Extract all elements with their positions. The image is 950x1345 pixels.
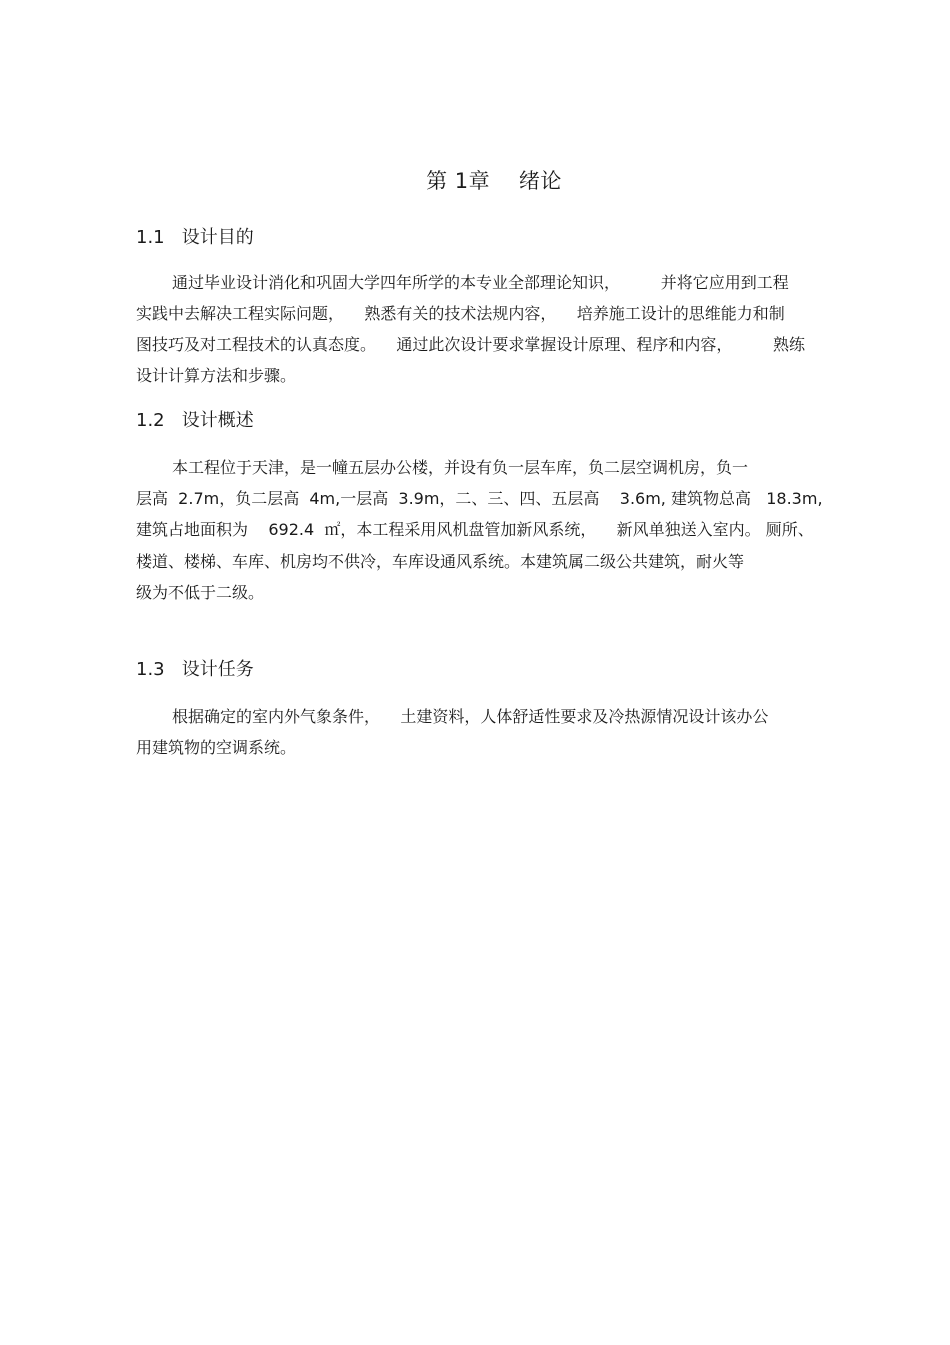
paragraph-line: 建筑占地面积为 692.4 ㎡，本工程采用风机盘管加新风系统， 新风单独送入室内。 厕所、 xyxy=(136,520,814,540)
paragraph-line: 用建筑物的空调系统。 xyxy=(136,738,297,757)
paragraph-line: 图技巧及对工程技术的认真态度。 通过此次设计要求掌握设计原理、程序和内容， 熟练 xyxy=(136,335,806,354)
paragraph-design-overview xyxy=(136,452,861,608)
section-heading-design-task: 1.3 设计任务 xyxy=(136,659,254,680)
paragraph-line: 实践中去解决工程实际问题， 熟悉有关的技术法规内容， 培养施工设计的思维能力和制 xyxy=(136,304,785,323)
section-heading-design-overview: 1.2 设计概述 xyxy=(136,410,254,431)
paragraph-line: 楼道、楼梯、车库、机房均不供冷，车库设通风系统。本建筑属二级公共建筑，耐火等 xyxy=(136,551,745,571)
paragraph-line: 级为不低于二级。 xyxy=(136,582,265,602)
paragraph-design-purpose xyxy=(136,267,861,391)
paragraph-design-task xyxy=(136,701,861,763)
paragraph-line: 层高 2.7m，负二层高 4m,一层高 3.9m，二、三、四、五层高 3.6m, 建筑物总高 18.3m, xyxy=(136,489,823,509)
paragraph-line: 通过毕业设计消化和巩固大学四年所学的本专业全部理论知识， 并将它应用到工程 xyxy=(172,273,789,292)
paragraph-line: 根据确定的室内外气象条件， 土建资料，人体舒适性要求及冷热源情况设计该办公 xyxy=(172,707,769,726)
section-heading-design-purpose: 1.1 设计目的 xyxy=(136,227,254,248)
chapter-title: 第 1章 绪论 xyxy=(426,169,562,193)
paragraph-line: 本工程位于天津，是一幢五层办公楼，并设有负一层车库，负二层空调机房，负一 xyxy=(172,458,749,477)
paragraph-line: 设计计算方法和步骤。 xyxy=(136,366,297,385)
